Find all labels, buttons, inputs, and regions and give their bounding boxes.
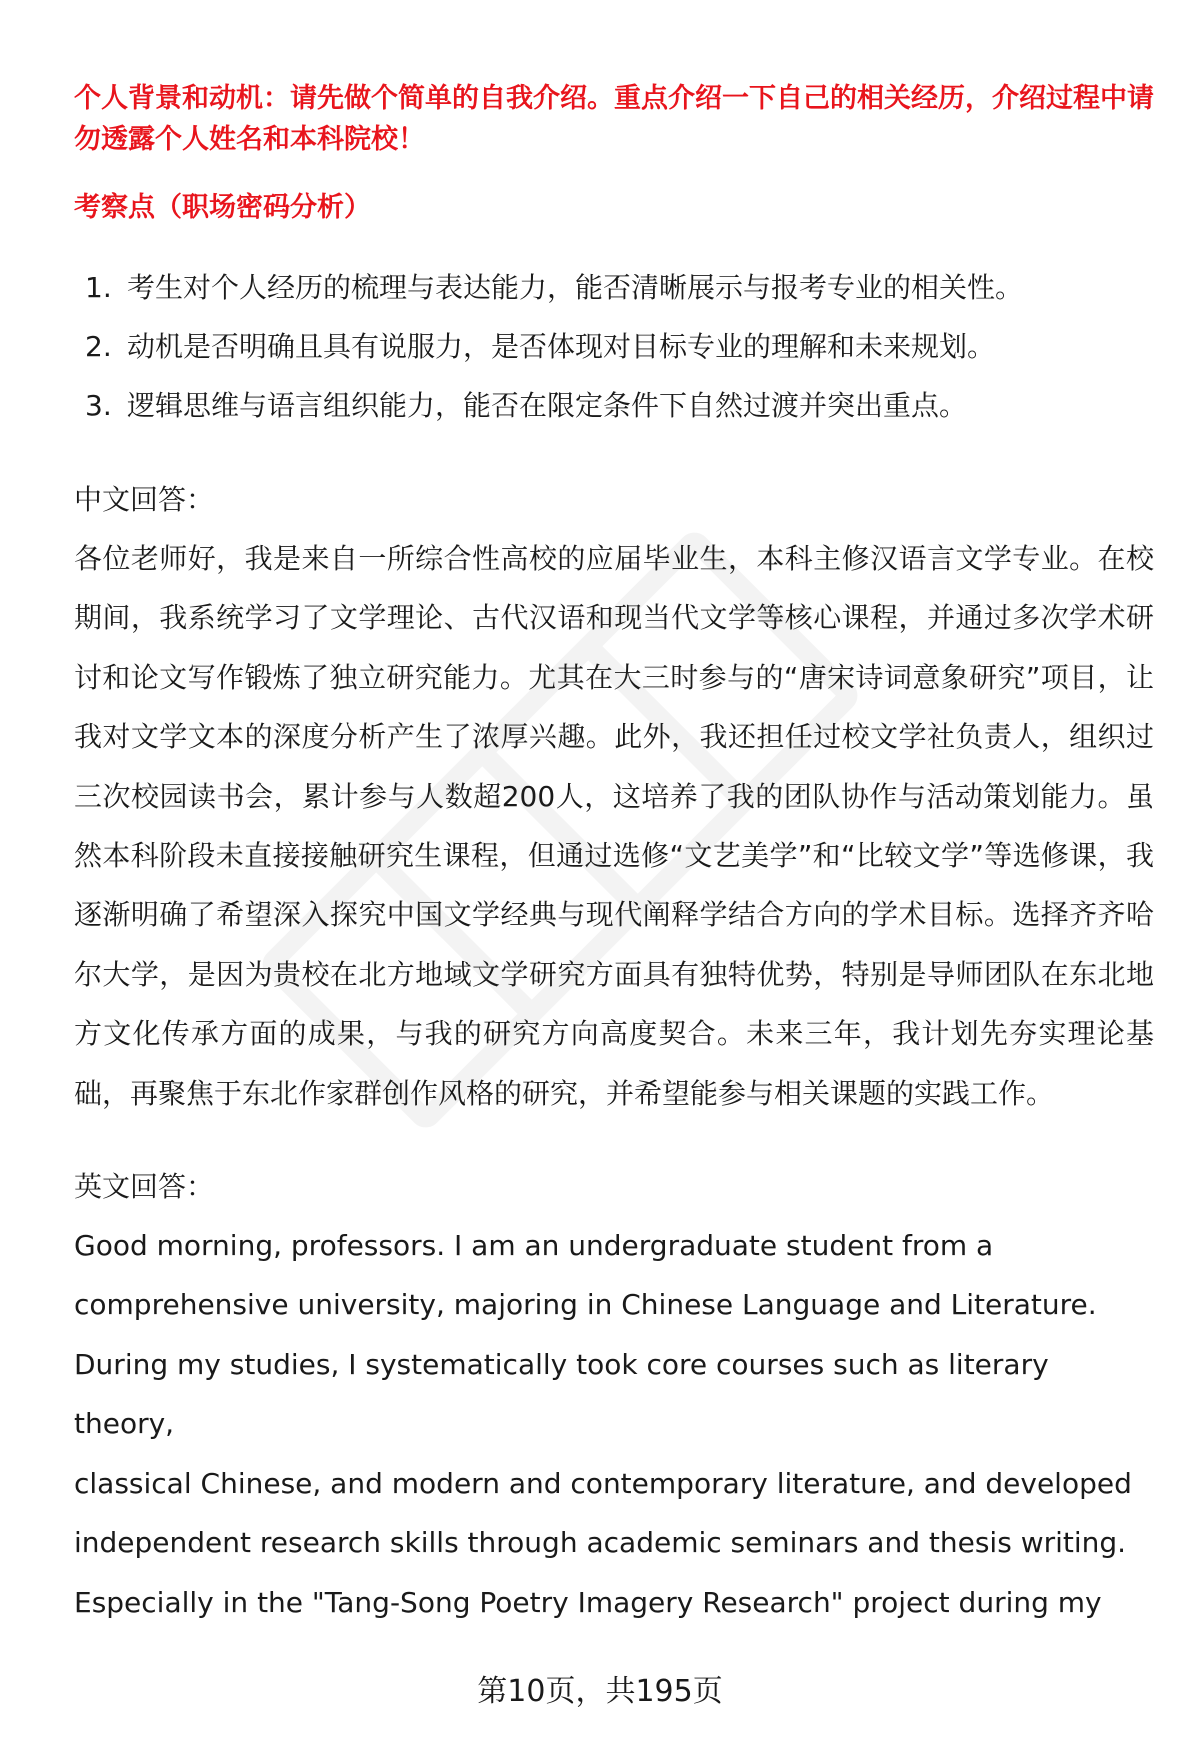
english-answer-text <box>74 1216 1154 1632</box>
english-answer-line: During my studies, I systematically took core courses such as literary theory, <box>74 1347 1049 1441</box>
document-body <box>74 78 1154 1632</box>
chinese-answer-label: 中文回答： <box>74 483 215 516</box>
key-points-title: 考察点（职场密码分析） <box>74 192 371 223</box>
question-heading: 个人背景和动机：请先做个简单的自我介绍。重点介绍一下自己的相关经历，介绍过程中请勿透露个人姓名和本科院校！ <box>74 83 1154 155</box>
list-item-number: 2. <box>85 330 112 363</box>
list-item-text: 动机是否明确且具有说服力，是否体现对目标专业的理解和未来规划。 <box>127 330 996 363</box>
list-item <box>74 317 1154 376</box>
list-item-number: 3. <box>85 389 112 422</box>
list-item <box>74 376 1154 435</box>
english-answer-line: independent research skills through academic seminars and thesis writing. <box>74 1526 1127 1560</box>
english-answer-line: classical Chinese, and modern and contemporary literature, and developed <box>74 1466 1132 1500</box>
list-item-text: 考生对个人经历的梳理与表达能力，能否清晰展示与报考专业的相关性。 <box>127 271 1024 304</box>
page-number: 第10页，共195页 <box>477 1674 723 1709</box>
key-points-list <box>74 258 1154 435</box>
list-item-text: 逻辑思维与语言组织能力，能否在限定条件下自然过渡并突出重点。 <box>127 389 968 422</box>
english-answer-line: Especially in the "Tang-Song Poetry Imagery Research" project during my <box>74 1585 1102 1619</box>
english-answer-line: comprehensive university, majoring in Chinese Language and Literature. <box>74 1288 1097 1322</box>
list-item-number: 1. <box>85 271 112 304</box>
chinese-answer-text: 各位老师好，我是来自一所综合性高校的应届毕业生，本科主修汉语言文学专业。在校期间，我系统学习了文学理论、古代汉语和现当代文学等核心课程，并通过多次学术研讨和论文写作锻炼了独立研究能力。尤其在大三时参与的“唐宋诗词意象研究”项目，让我对文学文本的深度分析产生了浓厚兴趣。此外，我还担任过校文学社负责人，组织过三次校园读书会，累计参与人数超200人，这培养了我的团队协作与活动策划能力。虽然本科阶段未直接接触研究生课程，但通过选修“文艺美学”和“比较文学”等选修课，我逐渐明确了希望深入探究中国文学经典与现代阐释学结合方向的学术目标。选择齐齐哈尔大学，是因为贵校在北方地域文学研究方面具有独特优势，特别是导师团队在东北地方文化传承方面的成果，与我的研究方向高度契合。未来三年，我计划先夯实理论基础，再聚焦于东北作家群创作风格的研究，并希望能参与相关课题的实践工作。 <box>74 542 1154 1110</box>
list-item <box>74 258 1154 317</box>
english-answer-label: 英文回答： <box>74 1170 215 1204</box>
english-answer-line: Good morning, professors. I am an undergraduate student from a <box>74 1229 994 1263</box>
